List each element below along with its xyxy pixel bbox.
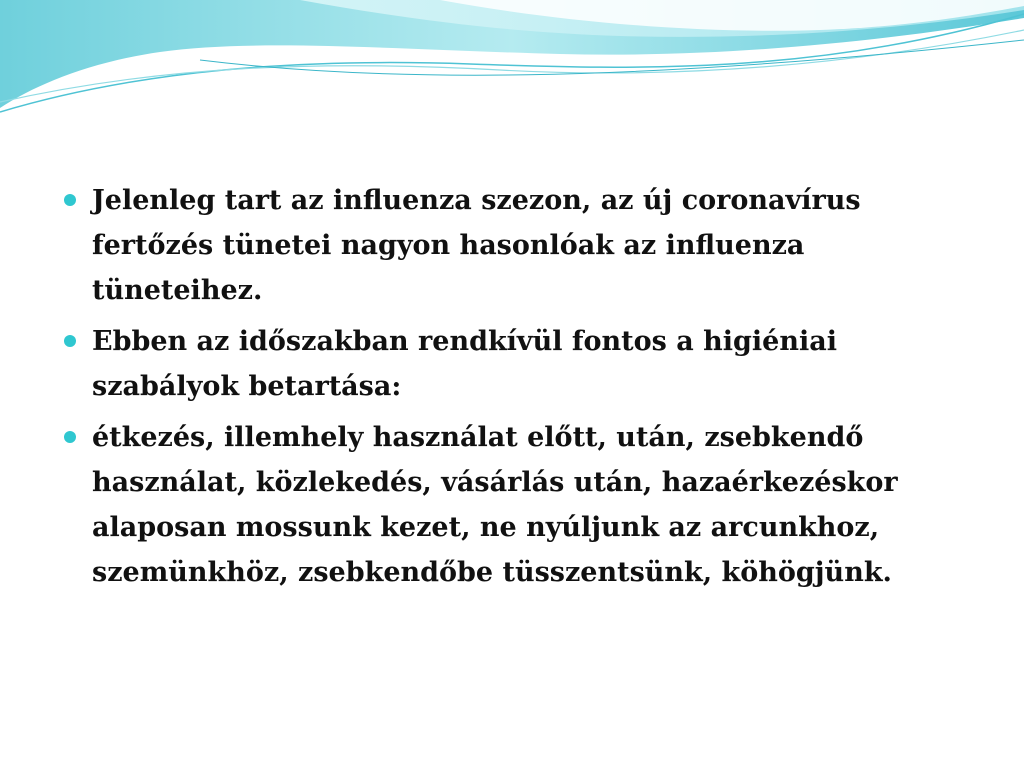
- header-wave-decoration: [0, 0, 1024, 120]
- slide-content: [62, 178, 982, 601]
- bullet-text: étkezés, illemhely használat előtt, után, zsebkendő használat, közlekedés, vásárlás után, hazaérkezéskor alaposan mossunk kezet, ne nyúljunk az arcunkhoz, szemünkhöz, zsebkendőbe tüsszentsünk, köhögjünk.: [92, 422, 898, 588]
- bullet-dot-icon: [64, 194, 76, 206]
- bullet-text: Jelenleg tart az influenza szezon, az új coronavírus fertőzés tünetei nagyon hasonlóak az influenza tüneteihez.: [92, 185, 861, 306]
- bullet-dot-icon: [64, 335, 76, 347]
- bullet-text: Ebben az időszakban rendkívül fontos a higiéniai szabályok betartása:: [92, 326, 837, 402]
- bullet-list: [62, 178, 982, 595]
- bullet-item: [62, 415, 982, 595]
- bullet-item: [62, 178, 982, 313]
- bullet-item: [62, 319, 982, 409]
- bullet-dot-icon: [64, 431, 76, 443]
